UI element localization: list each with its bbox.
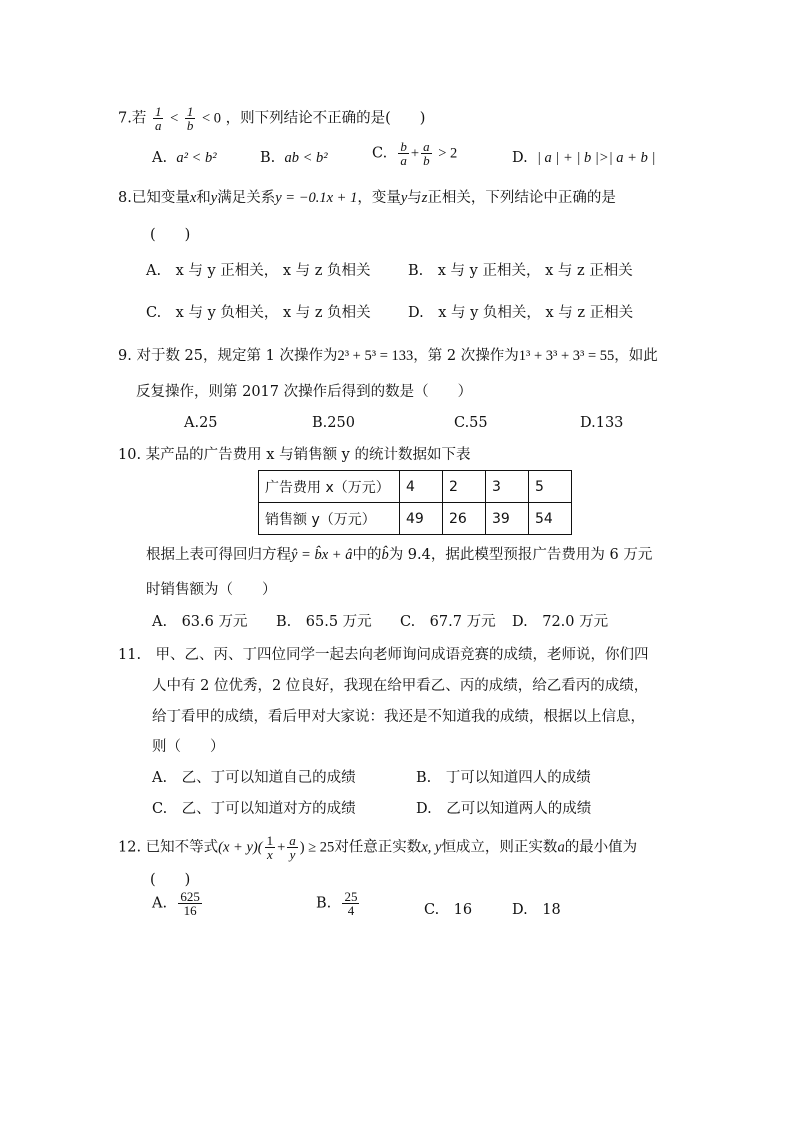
- q11-stem-line1: 11. 甲、乙、丙、丁四位同学一起去向老师询问成语竞赛的成绩，老师说，你们四: [118, 647, 649, 663]
- table-header-cell: 销售额 y（万元）: [259, 503, 400, 535]
- q8-option-a: A. x 与 y 正相关， x 与 z 负相关: [146, 263, 371, 279]
- q9-option-c: C.55: [454, 415, 488, 431]
- q10-stem-line3: 时销售额为（ ）: [146, 582, 277, 598]
- q7-c-frac-ba: $\frac{b}{a}$: [400, 139, 407, 168]
- q9-option-b: B.250: [312, 415, 355, 431]
- q7-option-d: D. | a | + | b |>| a + b |: [512, 150, 656, 166]
- q7-lt: <: [170, 110, 179, 127]
- q12-a-frac: $\frac{625}{16}$: [180, 889, 200, 918]
- table-cell: 26: [443, 503, 486, 535]
- table-row: [259, 503, 572, 535]
- q8-paren: ( ): [150, 227, 191, 243]
- q12-option-b: B. $\frac{25}{4}$: [316, 889, 358, 918]
- q11-stem-line2: 人中有 2 位优秀，2 位良好，我现在给甲看乙、丙的成绩，给乙看丙的成绩，: [152, 678, 649, 694]
- q9-stem-line2: 反复操作，则第 2017 次操作后得到的数是（ ）: [136, 384, 473, 400]
- q11-stem-line3: 给丁看甲的成绩，看后甲对大家说：我还是不知道我的成绩，根据以上信息，: [152, 709, 645, 725]
- q8-option-c: C. x 与 y 负相关， x 与 z 负相关: [146, 305, 371, 321]
- table-cell: 5: [529, 471, 572, 503]
- q11-option-a: A. 乙、丁可以知道自己的成绩: [152, 770, 356, 786]
- table-header-cell: 广告费用 x（万元）: [259, 471, 400, 503]
- q12-option-a: A. $\frac{625}{16}$: [152, 889, 200, 918]
- q7-option-c: C. $\frac{b}{a}$ + $\frac{a}{b}$ > 2: [372, 139, 458, 168]
- q10-option-a: A. 63.6 万元: [152, 614, 248, 630]
- q10-stem-line2: 根据上表可得回归方程ŷ = b̂x + â中的b̂为 9.4，据此模型预报广告费用为 6 万元: [146, 547, 653, 563]
- table-cell: 3: [486, 471, 529, 503]
- q9-option-a: A.25: [184, 415, 218, 431]
- q7-frac-1b: $\frac{1}{b}$: [186, 104, 194, 133]
- table-row: [259, 471, 572, 503]
- q10-option-c: C. 67.7 万元: [400, 614, 496, 630]
- q12-option-d: D. 18: [512, 902, 561, 918]
- q9-option-d: D.133: [580, 415, 624, 431]
- q7-lt-zero: < 0: [201, 110, 222, 127]
- q11-option-c: C. 乙、丁可以知道对方的成绩: [152, 801, 356, 817]
- table-cell: 39: [486, 503, 529, 535]
- table-cell: 54: [529, 503, 572, 535]
- q12-frac-1x: $\frac{1}{x}$: [266, 833, 274, 862]
- q11-stem-line4: 则（ ）: [152, 739, 225, 755]
- q12-b-frac: $\frac{25}{4}$: [344, 889, 358, 918]
- q10-option-b: B. 65.5 万元: [276, 614, 372, 630]
- q11-option-b: B. 丁可以知道四人的成绩: [416, 770, 591, 786]
- q12-stem: 12. 已知不等式(x + y)( $\frac{1}{x}$ + $\frac{a}{y}$ ) ≥ 25对任意正实数x, y恒成立，则正实数a的最小值为: [118, 833, 638, 862]
- q7-frac-1a: $\frac{1}{a}$: [154, 104, 162, 133]
- table-cell: 4: [400, 471, 443, 503]
- q7-prefix: 7.若: [118, 110, 147, 127]
- table-cell: 2: [443, 471, 486, 503]
- q7-c-frac-ab: $\frac{a}{b}$: [423, 139, 430, 168]
- data-table: [258, 470, 572, 535]
- q8-option-b: B. x 与 y 正相关， x 与 z 正相关: [408, 263, 633, 279]
- q7-stem: [118, 105, 425, 132]
- q12-option-c: C. 16: [424, 902, 473, 918]
- q7-option-a: A. a² < b²: [152, 150, 217, 166]
- table-cell: 49: [400, 503, 443, 535]
- q9-stem-line1: 9. 对于数 25，规定第 1 次操作为2³ + 5³ = 133，第 2 次操作为1³ + 3³ + 3³ = 55，如此: [118, 348, 658, 364]
- q12-paren: ( ): [150, 872, 191, 888]
- q10-option-d: D. 72.0 万元: [512, 614, 609, 630]
- q12-frac-ay: $\frac{a}{y}$: [289, 833, 296, 862]
- q11-option-d: D. 乙可以知道两人的成绩: [416, 801, 592, 817]
- q7-stem-text: ，则下列结论不正确的是( ): [225, 110, 426, 127]
- q8-option-d: D. x 与 y 负相关， x 与 z 正相关: [408, 305, 634, 321]
- q10-stem: 10. 某产品的广告费用 x 与销售额 y 的统计数据如下表: [118, 447, 471, 463]
- q8-stem: 8.已知变量x和y满足关系y = −0.1x + 1，变量y与z正相关，下列结论中正确的是: [118, 190, 616, 206]
- q7-option-b: B. ab < b²: [260, 150, 328, 166]
